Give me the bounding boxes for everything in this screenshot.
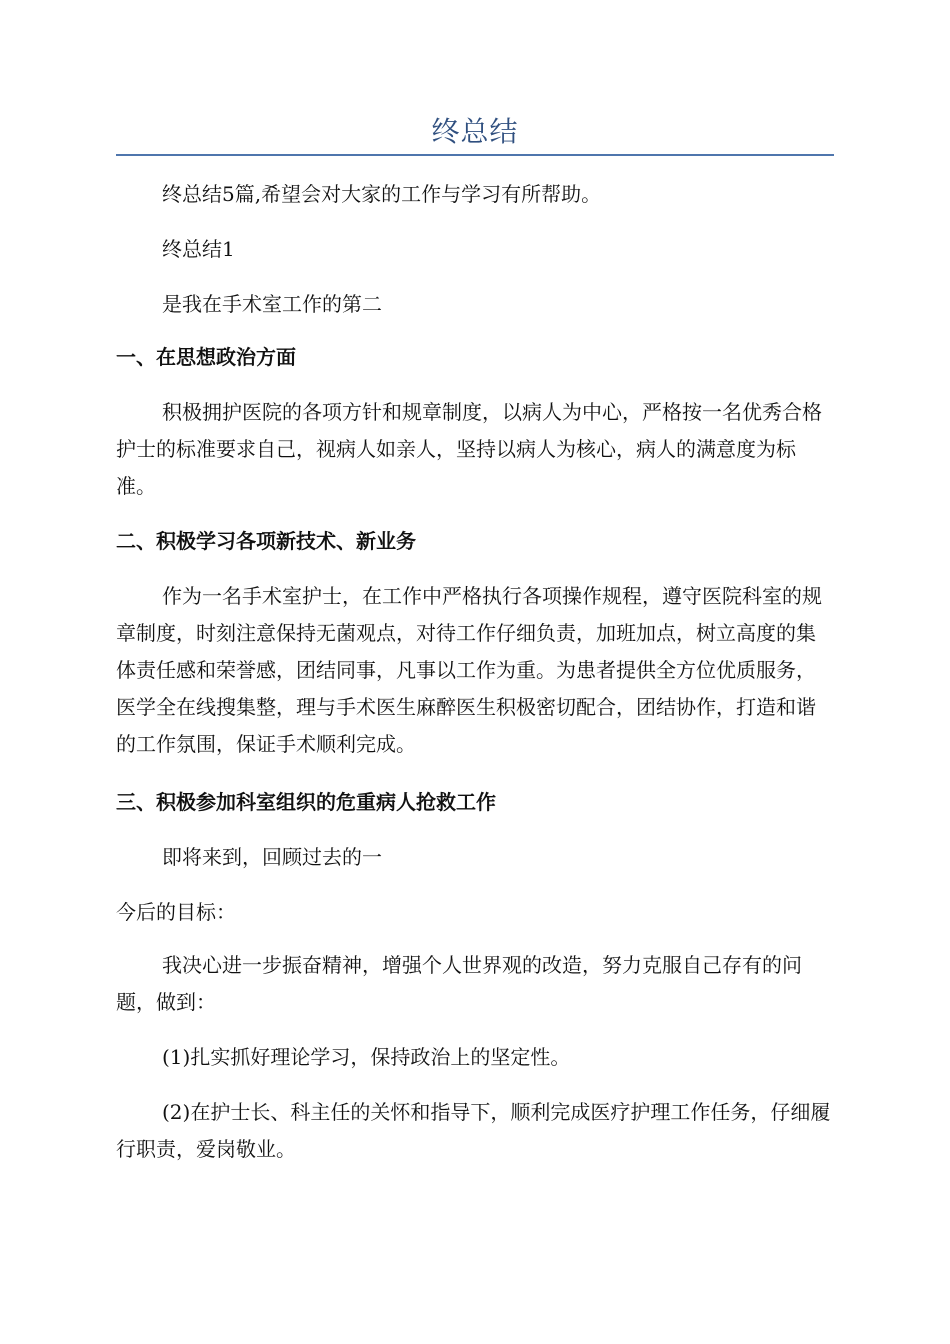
heading-learning: 二、积极学习各项新技术、新业务 <box>116 529 416 553</box>
goal-item-2: (2)在护士长、科主任的关怀和指导下，顺利完成医疗护理工作任务，仔细履行职责，爱岗敬业。 <box>116 1100 831 1161</box>
goal-item-1: (1)扎实抓好理论学习，保持政治上的坚定性。 <box>162 1045 571 1069</box>
paragraph-resolve: 我决心进一步振奋精神，增强个人世界观的改造，努力克服自己存有的问题，做到： <box>116 953 802 1014</box>
paragraph-political: 积极拥护医院的各项方针和规章制度，以病人为中心，严格按一名优秀合格护士的标准要求自己，视病人如亲人，坚持以病人为核心，病人的满意度为标准。 <box>116 400 822 498</box>
paragraph-learning: 作为一名手术室护士，在工作中严格执行各项操作规程，遵守医院科室的规章制度，时刻注意保持无菌观点，对待工作仔细负责，加班加点，树立高度的集体责任感和荣誉感，团结同事，凡事以工作为重。为患者提供全方位优质服务，医学全在线搜集整，理与手术医生麻醉医生积极密切配合，团结协作，打造和谐的工作氛围，保证手术顺利完成。 <box>116 584 822 756</box>
heading-rescue: 三、积极参加科室组织的危重病人抢救工作 <box>116 790 496 814</box>
title-underline <box>116 154 834 156</box>
heading-political: 一、在思想政治方面 <box>116 345 296 369</box>
document-title: 终总结 <box>431 115 519 148</box>
intro-paragraph: 终总结5篇,希望会对大家的工作与学习有所帮助。 <box>162 182 602 206</box>
paragraph-rescue: 即将来到，回顾过去的一 <box>162 845 382 869</box>
opening-line: 是我在手术室工作的第二 <box>162 292 382 316</box>
goals-label: 今后的目标： <box>116 900 236 924</box>
section-label: 终总结1 <box>162 237 235 261</box>
